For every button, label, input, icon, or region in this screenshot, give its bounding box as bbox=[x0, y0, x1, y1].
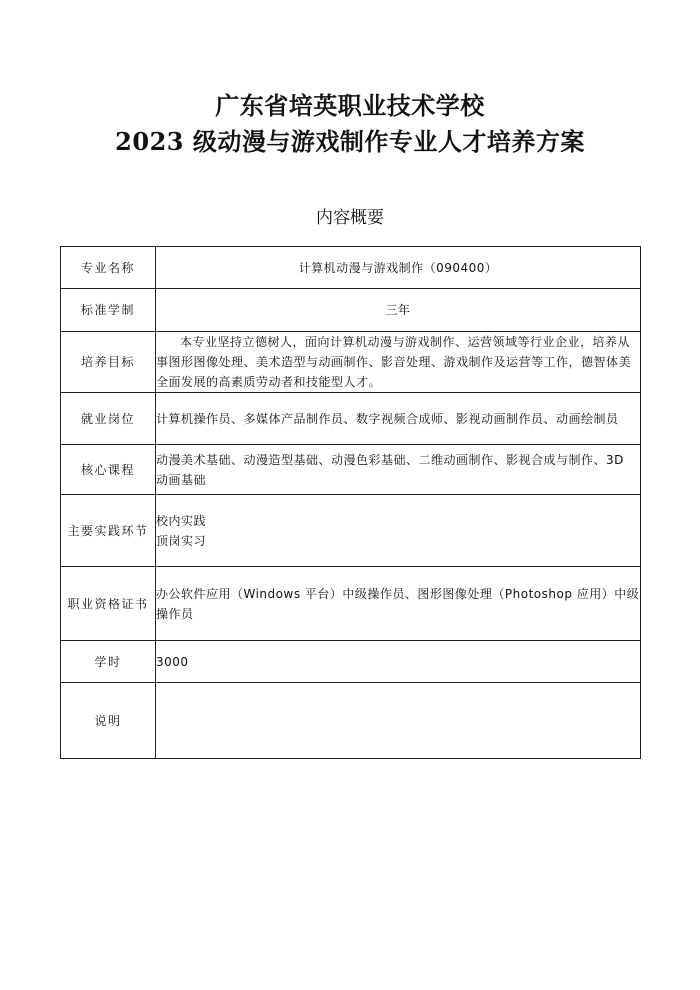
row-value-duration: 三年 bbox=[156, 289, 641, 332]
row-value-practice bbox=[156, 495, 641, 567]
document-title bbox=[0, 88, 700, 160]
row-label-notes: 说明 bbox=[61, 683, 156, 759]
table-row bbox=[61, 247, 641, 289]
row-value-courses: 动漫美术基础、动漫造型基础、动漫色彩基础、二维动画制作、影视合成与制作、3D 动画基础 bbox=[156, 445, 641, 495]
row-label-courses: 核心课程 bbox=[61, 445, 156, 495]
row-value-notes bbox=[156, 683, 641, 759]
row-value-certificates: 办公软件应用（Windows 平台）中级操作员、图形图像处理（Photoshop 应用）中级操作员 bbox=[156, 567, 641, 641]
row-label-hours: 学时 bbox=[61, 641, 156, 683]
row-value-hours: 3000 bbox=[156, 641, 641, 683]
row-label-certificates: 职业资格证书 bbox=[61, 567, 156, 641]
school-name: 广东省培英职业技术学校 bbox=[215, 91, 485, 120]
table-row bbox=[61, 445, 641, 495]
table-row bbox=[61, 641, 641, 683]
practice-item: 顶岗实习 bbox=[156, 533, 207, 548]
section-title: 内容概要 bbox=[316, 208, 384, 228]
program-title: 2023 级动漫与游戏制作专业人才培养方案 bbox=[115, 127, 585, 156]
table-row bbox=[61, 495, 641, 567]
table-row bbox=[61, 567, 641, 641]
row-value-major: 计算机动漫与游戏制作（090400） bbox=[156, 247, 641, 289]
practice-item: 校内实践 bbox=[156, 513, 207, 528]
row-value-jobs: 计算机操作员、多媒体产品制作员、数字视频合成师、影视动画制作员、动画绘制员 bbox=[156, 393, 641, 445]
table-row bbox=[61, 289, 641, 332]
row-label-major: 专业名称 bbox=[61, 247, 156, 289]
row-label-jobs: 就业岗位 bbox=[61, 393, 156, 445]
row-label-objective: 培养目标 bbox=[61, 332, 156, 393]
table-row bbox=[61, 393, 641, 445]
table-row bbox=[61, 683, 641, 759]
row-label-duration: 标准学制 bbox=[61, 289, 156, 332]
table-row bbox=[61, 332, 641, 393]
overview-table bbox=[60, 246, 641, 759]
row-value-objective: 本专业坚持立德树人，面向计算机动漫与游戏制作、运营领域等行业企业，培养从事图形图像处理、美术造型与动画制作、影音处理、游戏制作及运营等工作，德智体美全面发展的高素质劳动者和技能型人才。 bbox=[156, 332, 641, 393]
row-label-practice: 主要实践环节 bbox=[61, 495, 156, 567]
